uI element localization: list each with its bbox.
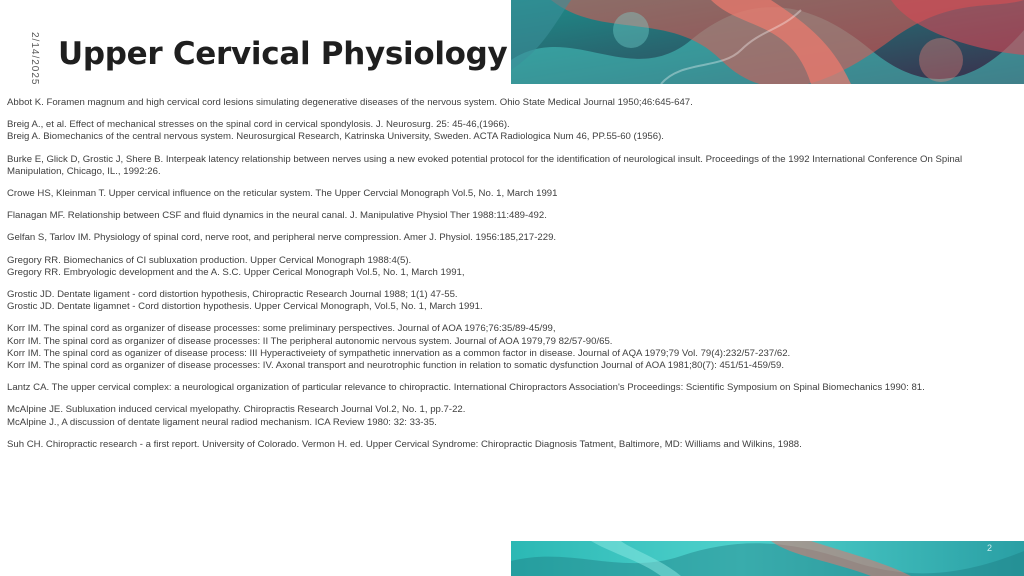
decorative-art-top [511,0,1024,84]
reference-entry: Suh CH. Chiropractic research - a first report. University of Colorado. Vermon H. ed. Upper Cervical Syndrome: Chiropractic Diagnosis Tatment, Baltimore, MD: Williams and Wilkins, 1988. [7,438,802,450]
reference-group [7,439,1017,451]
decorative-art-bottom [511,541,1024,576]
reference-entry: Korr IM. The spinal cord as organizer of disease processes: some preliminary perspectives. Journal of AOA 1976;76:35/89-45/99, [7,323,556,335]
reference-entry: Gregory RR. Biomechanics of CI subluxation production. Upper Cervical Monograph 1988:4(5). [7,254,412,266]
reference-entry: Abbot K. Foramen magnum and high cervical cord lesions simulating degenerative diseases of the nervous system. Ohio State Medical Journal 1950;46:645-647. [7,97,693,108]
reference-group [7,255,1017,279]
slide-date: 2/14/2025 [29,32,40,86]
reference-group [7,404,1017,428]
references-list [7,97,1017,461]
reference-entry: Burke E, Glick D, Grostic J, Shere B. Interpeak latency relationship between nerves using a new evoked potential protocol for the identification of neurological insult. Proceedings of the 1992 International Conference On Spinal Manipulation, Chicago, IL., 1992:26. [7,153,963,177]
reference-entry: Breig A. Biomechanics of the central nervous system. Neurosurgical Research, Katrinska University, Sweden. ACTA Radiologica Num 46, PP.55-60 (1956). [7,131,664,143]
reference-group [7,119,1017,143]
reference-entry: Korr IM. The spinal cord as organizer of disease processes: IV. Axonal transport and neurotrophic function in relation to somatic dysfunction Journal of AOA 1981;80(7): 451/51-459/59. [7,360,785,372]
reference-entry: McAlpine J., A discussion of dentate ligament neural radiod mechanism. ICA Review 1980: 32: 33-35. [7,416,437,428]
reference-entry: Flanagan MF. Relationship between CSF and fluid dynamics in the neural canal. J. Manipulative Physiol Ther 1988:11:489-492. [7,210,547,222]
reference-entry: McAlpine JE. Subluxation induced cervical myelopathy. Chiropractis Research Journal Vol.2, No. 1, pp.7-22. [7,404,466,416]
reference-entry: Korr IM. The spinal cord as oganizer of disease process: III Hyperactiveiety of sympathetic innervation as a common factor in disease. Journal of AQA 1979;79 Vol. 79(4):232/57-237/62. [7,347,791,359]
reference-entry: Korr IM. The spinal cord as organizer of disease processes: II The peripheral autonomic nervous system. Journal of AOA 1979,79 82/57-90/65. [7,335,613,347]
reference-group [7,289,1017,313]
reference-group [7,232,1017,244]
reference-entry: Gelfan S, Tarlov IM. Physiology of spinal cord, nerve root, and peripheral nerve compression. Amer J. Physiol. 1956:185,217-229. [7,232,557,244]
reference-entry: Gregory RR. Embryologic development and the A. S.C. Upper Cerical Monograph Vol.5, No. 1, March 1991, [7,266,465,278]
page-number: 2 [986,543,992,553]
reference-entry: Lantz CA. The upper cervical complex: a neurological organization of particular relevance to chiropractic. International Chiropractors Association's Proceedings: Scientific Symposium on Spinal Biomechanics 1990: 81. [7,382,925,394]
reference-group [7,323,1017,372]
reference-group [7,210,1017,222]
reference-group [7,154,1017,178]
reference-entry: Crowe HS, Kleinman T. Upper cervical influence on the reticular system. The Upper Cervcial Monograph Vol.5, No. 1, March 1991 [7,188,558,200]
reference-group [7,188,1017,200]
reference-group [7,97,1017,109]
reference-entry: Grostic JD. Dentate ligament - cord distortion hypothesis, Chiropractic Research Journal 1988; 1(1) 47-55. [7,289,458,301]
reference-group [7,382,1017,394]
reference-entry: Breig A., et al. Effect of mechanical stresses on the spinal cord in cervical spondylosis. J. Neurosurg. 25: 45-46,(1966). [7,119,510,131]
reference-entry: Grostic JD. Dentate ligamnet - Cord distortion hypothesis. Upper Cervical Monograph, Vol.5, No. 1, March 1991. [7,301,483,313]
slide-title: Upper Cervical Physiology [58,36,508,72]
